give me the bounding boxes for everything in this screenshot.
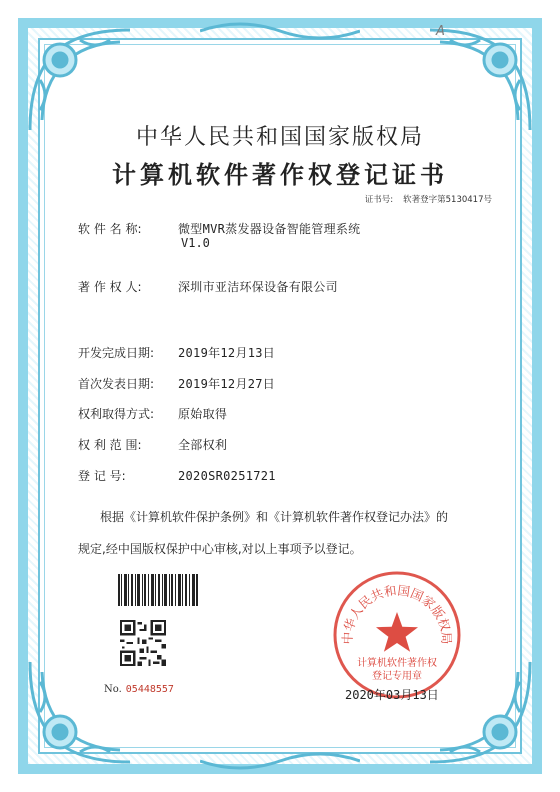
seal-ring-text: 中华人民共和国国家版权局 [339, 582, 455, 645]
field-value: 深圳市亚洁环保设备有限公司 [178, 280, 338, 294]
issue-date: 2020年03月13日 [345, 688, 439, 702]
field-software-version: V1.0 [181, 236, 210, 250]
field-value: 2020SR0251721 [178, 469, 276, 483]
certificate-title: 计算机软件著作权登记证书 [112, 161, 448, 189]
field-publish-date [78, 375, 275, 392]
bottom-ornament [200, 748, 360, 774]
top-ornament [200, 18, 360, 44]
statement-line-1: 根据《计算机软件保护条例》和《计算机软件著作权登记办法》的 [100, 510, 449, 524]
certificate-number-value: 软著登字第5130417号 [403, 195, 492, 205]
star-icon [376, 612, 418, 652]
field-value: 原始取得 [178, 407, 228, 421]
field-acquisition-method [78, 405, 227, 422]
official-seal [330, 568, 464, 702]
field-completion-date [78, 344, 275, 361]
corner-ornament-bottom-left [20, 652, 140, 772]
field-value: 2019年12月27日 [178, 377, 276, 391]
certificate-number-label: 证书号: [364, 195, 394, 205]
barcode [118, 574, 198, 606]
field-label: 首次发表日期: [78, 377, 155, 391]
field-software-name [78, 220, 360, 237]
field-registration-number [78, 467, 276, 484]
field-value: 全部权利 [178, 438, 228, 452]
field-label: 权利取得方式: [78, 407, 155, 421]
seal-inner-line-2: 登记专用章 [372, 671, 422, 682]
field-rights-scope [78, 436, 227, 453]
seal-inner-line-1: 计算机软件著作权 [357, 658, 437, 669]
certificate-number [355, 193, 492, 205]
field-value: 2019年12月13日 [178, 346, 276, 360]
serial-prefix: No. [104, 684, 122, 695]
issuer-title: 中华人民共和国国家版权局 [135, 125, 424, 150]
handwritten-mark: A [436, 24, 445, 39]
field-label: 登 记 号: [78, 469, 126, 483]
serial-number [104, 684, 174, 695]
serial-value: 05448557 [125, 684, 174, 695]
field-label: 软 件 名 称: [78, 222, 142, 236]
field-label: 开发完成日期: [78, 346, 155, 360]
statement-line-2: 规定,经中国版权保护中心审核,对以上事项予以登记。 [78, 542, 362, 556]
field-label: 著 作 权 人: [78, 280, 142, 294]
field-copyright-owner [78, 278, 338, 295]
field-value: 微型MVR蒸发器设备智能管理系统 [178, 222, 361, 236]
qr-code [120, 620, 166, 666]
field-label: 权 利 范 围: [78, 438, 142, 452]
